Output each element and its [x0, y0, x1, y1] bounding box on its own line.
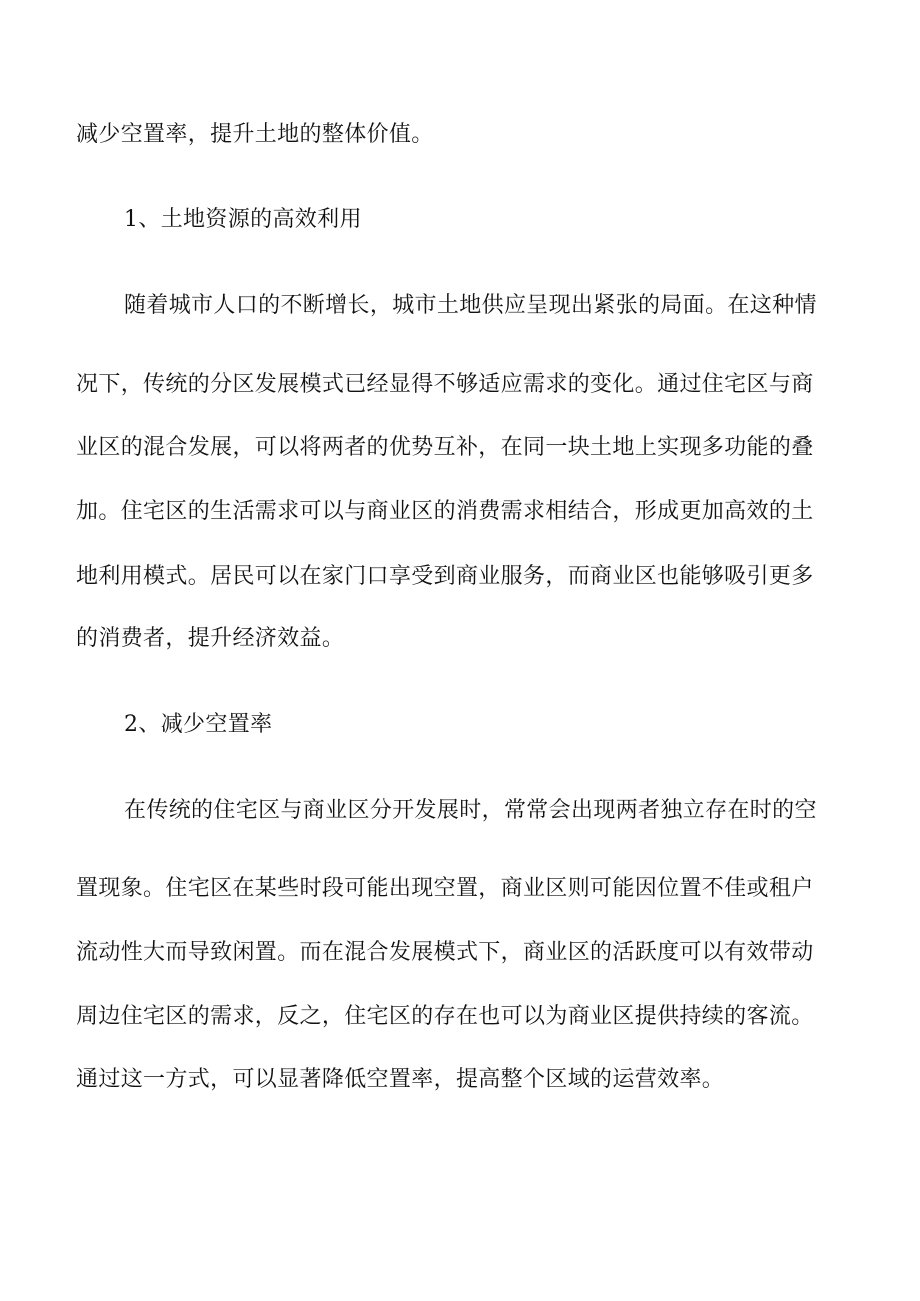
paragraph-line: 加。住宅区的生活需求可以与商业区的消费需求相结合，形成更加高效的土 [76, 499, 814, 524]
section-heading-land-use: 1、土地资源的高效利用 [124, 207, 362, 232]
paragraph-line: 在传统的住宅区与商业区分开发展时，常常会出现两者独立存在时的空 [124, 798, 817, 823]
paragraph-line: 随着城市人口的不断增长，城市土地供应呈现出紧张的局面。在这种情 [124, 293, 817, 318]
paragraph-line: 业区的混合发展，可以将两者的优势互补，在同一块土地上实现多功能的叠 [76, 435, 814, 460]
paragraph-line: 周边住宅区的需求，反之，住宅区的存在也可以为商业区提供持续的客流。 [76, 1004, 814, 1029]
intro-paragraph-line: 减少空置率，提升土地的整体价值。 [76, 122, 434, 147]
paragraph-line: 置现象。住宅区在某些时段可能出现空置，商业区则可能因位置不佳或租户 [76, 876, 814, 901]
paragraph-line: 的消费者，提升经济效益。 [76, 626, 345, 651]
paragraph-line: 地利用模式。居民可以在家门口享受到商业服务，而商业区也能够吸引更多 [76, 564, 814, 589]
paragraph-line: 况下，传统的分区发展模式已经显得不够适应需求的变化。通过住宅区与商 [76, 372, 814, 397]
paragraph-line: 通过这一方式，可以显著降低空置率，提高整个区域的运营效率。 [76, 1067, 725, 1092]
section-heading-vacancy: 2、减少空置率 [124, 712, 273, 737]
paragraph-line: 流动性大而导致闲置。而在混合发展模式下，商业区的活跃度可以有效带动 [76, 940, 814, 965]
